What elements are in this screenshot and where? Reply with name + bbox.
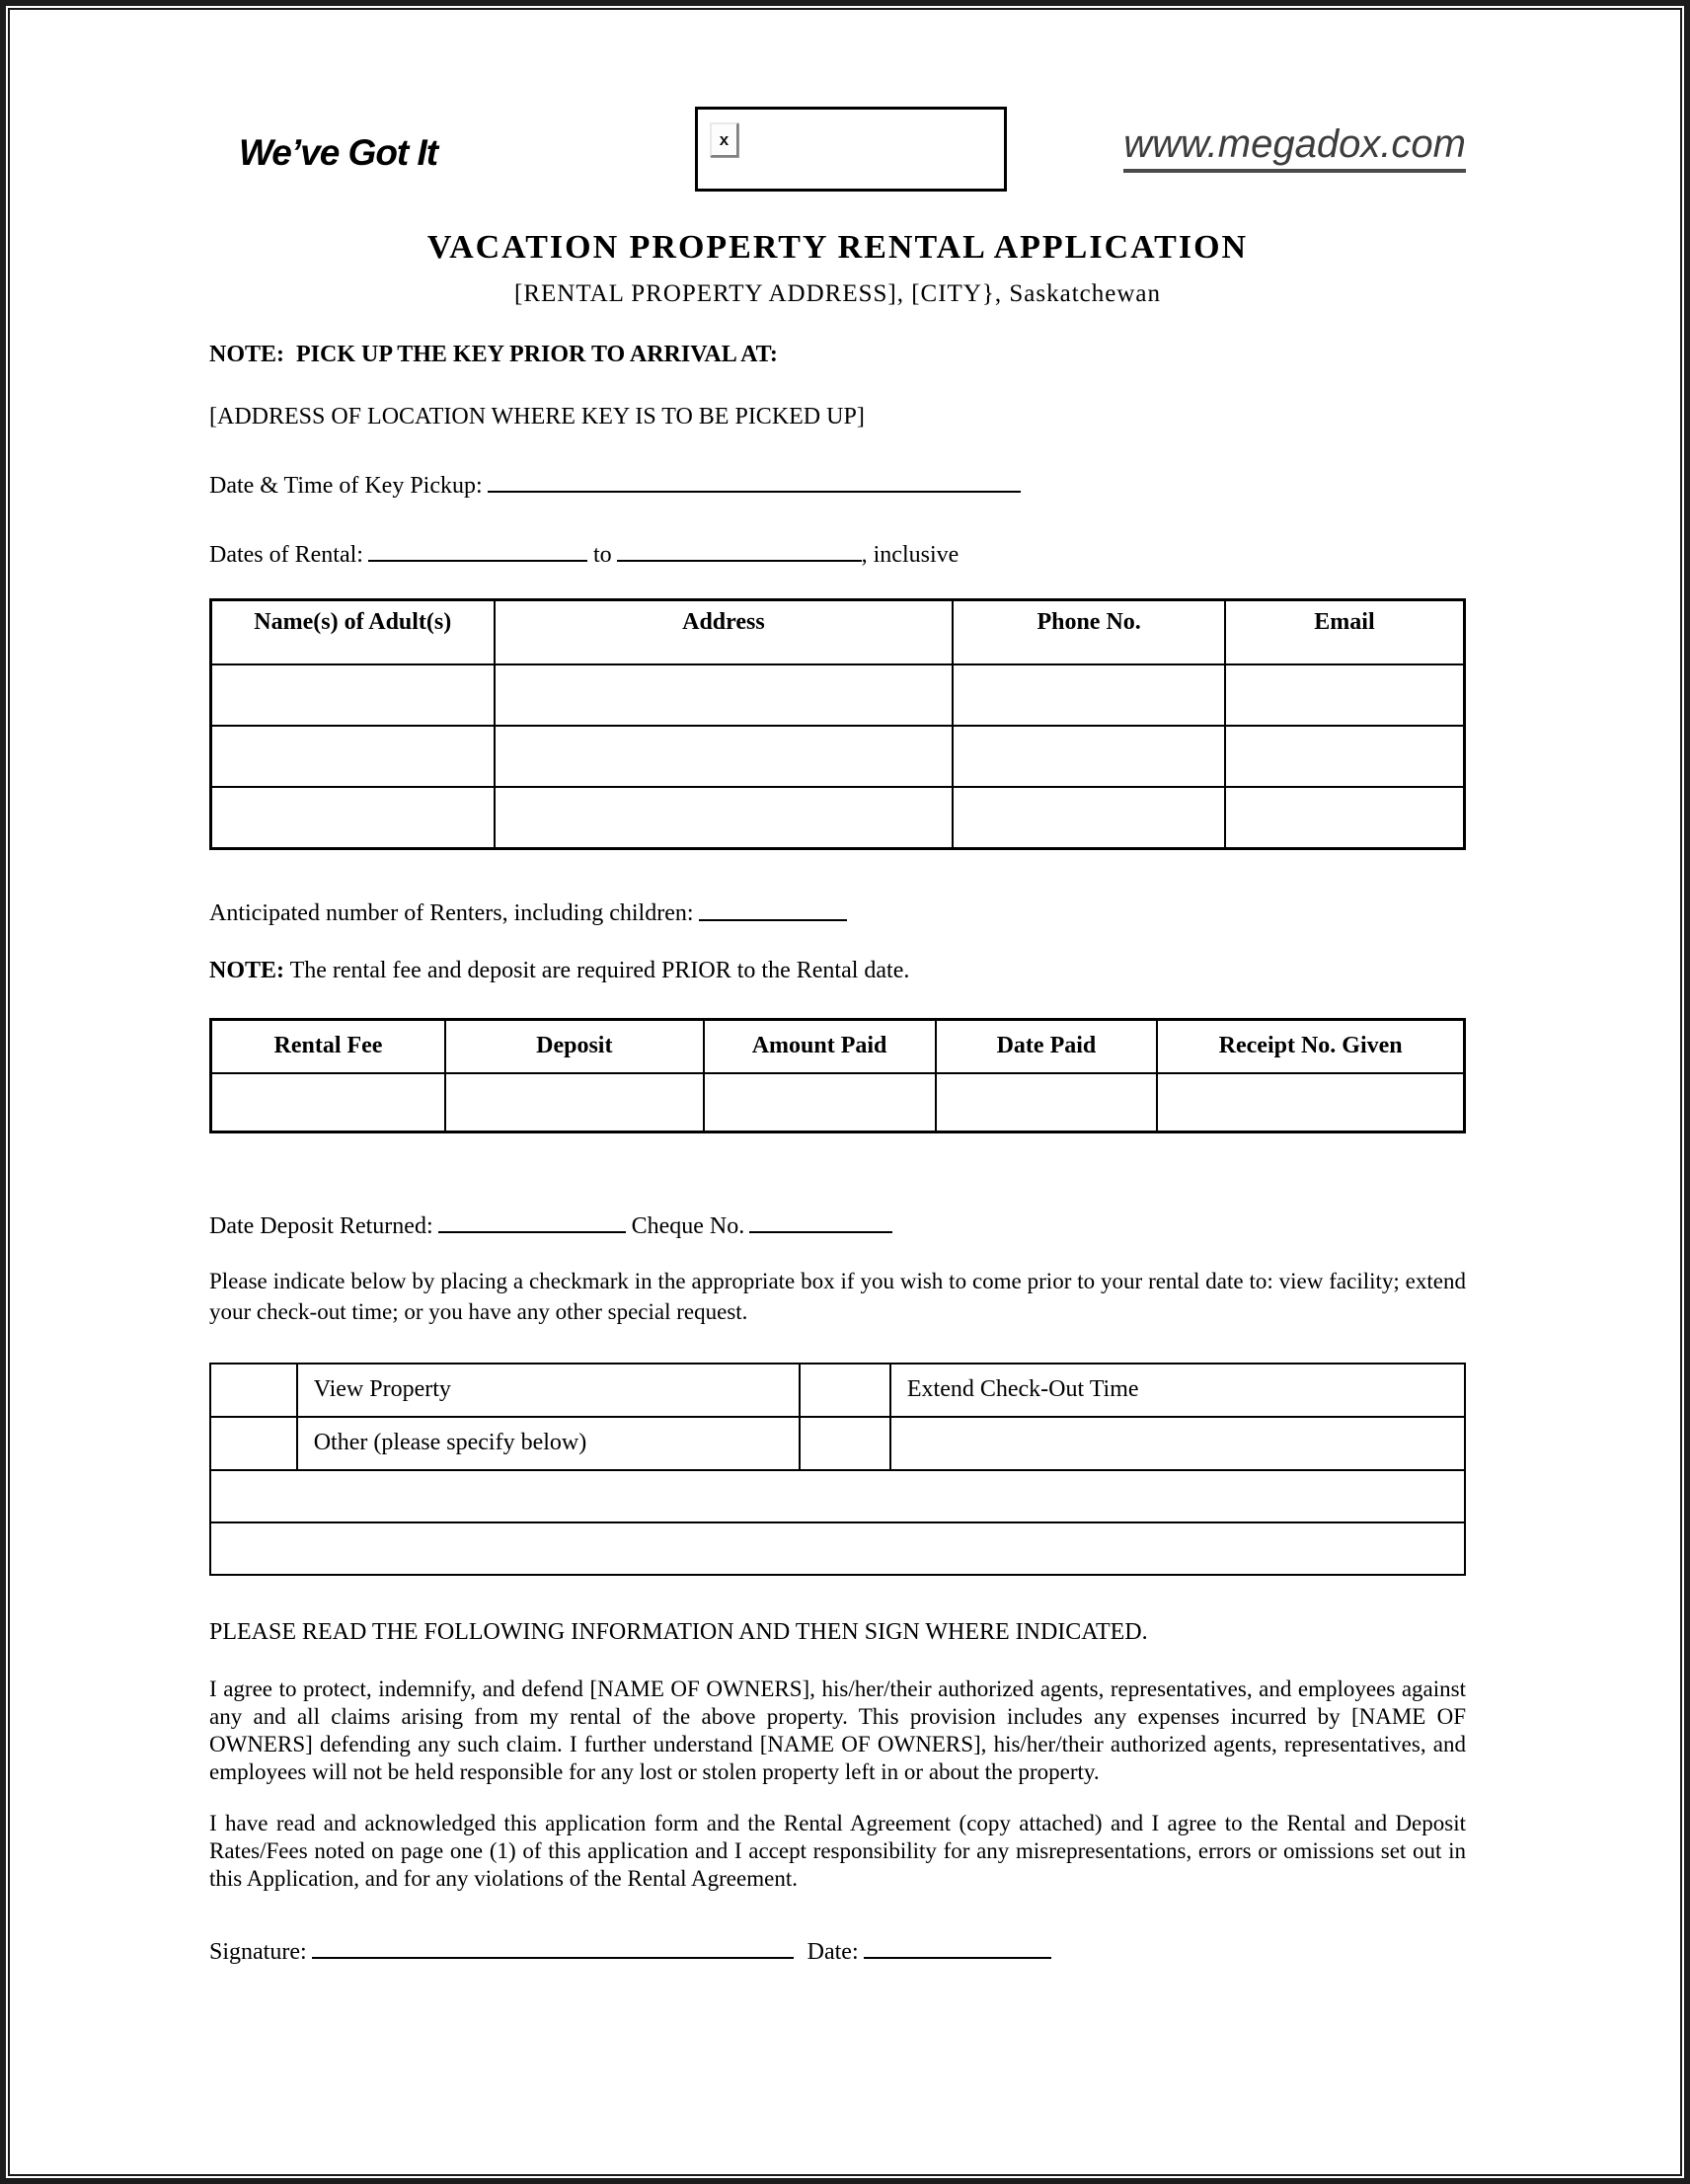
key-pickup-field bbox=[209, 466, 1466, 500]
signature-field bbox=[209, 1932, 1466, 1966]
checkbox-cell-blank bbox=[800, 1417, 890, 1470]
adults-table-row bbox=[211, 787, 1465, 849]
deposit-return-label: Date Deposit Returned: bbox=[209, 1212, 433, 1239]
column-header-names: Name(s) of Adult(s) bbox=[211, 600, 495, 665]
page-content bbox=[209, 6, 1466, 1966]
adults-table-row bbox=[211, 664, 1465, 726]
deposit-return-blank bbox=[438, 1207, 626, 1233]
property-address-line: [RENTAL PROPERTY ADDRESS], [CITY}, Saskatchewan bbox=[514, 280, 1161, 307]
empty-cell bbox=[211, 664, 495, 726]
logo-image-box bbox=[695, 107, 1007, 192]
column-header-deposit: Deposit bbox=[445, 1019, 704, 1073]
adults-table bbox=[209, 598, 1466, 850]
column-header-receipt-no: Receipt No. Given bbox=[1157, 1019, 1464, 1073]
company-tagline: We’ve Got It bbox=[239, 132, 438, 173]
rental-dates-field bbox=[209, 535, 1466, 569]
empty-cell bbox=[495, 664, 954, 726]
signature-blank bbox=[312, 1932, 794, 1959]
fees-table-header-row bbox=[211, 1019, 1465, 1073]
cheque-no-blank bbox=[749, 1207, 892, 1233]
key-pickup-blank bbox=[488, 466, 1021, 493]
empty-cell bbox=[953, 787, 1225, 849]
acknowledgement-paragraph: I have read and acknowledged this application form and the Rental Agreement (copy attached) and I agree to the Rental and Deposit Rates/Fees noted on page one (1) of this application and I accept responsibility for any misrepresentations, errors or omissions set out in this Application, and for any violations of the Rental Agreement. bbox=[209, 1810, 1466, 1891]
empty-cell bbox=[1225, 787, 1465, 849]
empty-cell bbox=[211, 1073, 445, 1132]
empty-cell bbox=[445, 1073, 704, 1132]
specify-area-line-1 bbox=[210, 1470, 1465, 1522]
empty-cell bbox=[1157, 1073, 1464, 1132]
column-header-phone: Phone No. bbox=[953, 600, 1225, 665]
date-blank bbox=[864, 1932, 1051, 1959]
empty-cell bbox=[890, 1417, 1465, 1470]
read-sign-instruction: PLEASE READ THE FOLLOWING INFORMATION AND THEN SIGN WHERE INDICATED. bbox=[209, 1618, 1148, 1645]
column-header-rental-fee: Rental Fee bbox=[211, 1019, 445, 1073]
checkbox-cell-extend-checkout bbox=[800, 1364, 890, 1417]
option-view-property: View Property bbox=[297, 1364, 801, 1417]
signature-label: Signature: bbox=[209, 1938, 307, 1965]
header bbox=[209, 107, 1466, 194]
rental-dates-suffix: , inclusive bbox=[861, 542, 960, 569]
empty-cell bbox=[936, 1073, 1158, 1132]
key-pickup-note: NOTE: PICK UP THE KEY PRIOR TO ARRIVAL AT: bbox=[209, 342, 778, 367]
fees-table-row bbox=[211, 1073, 1465, 1132]
column-header-email: Email bbox=[1225, 600, 1465, 665]
column-header-amount-paid: Amount Paid bbox=[704, 1019, 936, 1073]
renters-blank bbox=[699, 894, 847, 920]
checkbox-cell-other bbox=[210, 1417, 297, 1470]
renters-label: Anticipated number of Renters, including children: bbox=[209, 900, 694, 927]
empty-cell bbox=[1225, 726, 1465, 787]
options-row-1 bbox=[210, 1364, 1465, 1417]
renters-field bbox=[209, 894, 1466, 927]
empty-cell bbox=[211, 787, 495, 849]
checkmark-instructions: Please indicate below by placing a checkmark in the appropriate box if you wish to come prior to your rental date to: view facility; extend your check-out time; or you have any other special request. bbox=[209, 1268, 1466, 1324]
fee-note-bold: NOTE: bbox=[209, 957, 285, 983]
options-row-2 bbox=[210, 1417, 1465, 1470]
rental-dates-label: Dates of Rental: bbox=[209, 542, 363, 569]
empty-cell bbox=[495, 787, 954, 849]
options-specify-row bbox=[210, 1522, 1465, 1575]
empty-cell bbox=[953, 726, 1225, 787]
rental-dates-connector: to bbox=[592, 542, 612, 569]
empty-cell bbox=[953, 664, 1225, 726]
website-link[interactable]: www.megadox.com bbox=[1123, 122, 1466, 173]
key-pickup-label: Date & Time of Key Pickup: bbox=[209, 473, 483, 500]
option-extend-checkout: Extend Check-Out Time bbox=[890, 1364, 1465, 1417]
key-pickup-address: [ADDRESS OF LOCATION WHERE KEY IS TO BE PICKED UP] bbox=[209, 404, 865, 429]
rental-dates-blank-end bbox=[617, 535, 862, 562]
broken-image-icon: x bbox=[710, 122, 738, 157]
specify-area-line-2 bbox=[210, 1522, 1465, 1575]
options-specify-row bbox=[210, 1470, 1465, 1522]
empty-cell bbox=[211, 726, 495, 787]
options-table bbox=[209, 1363, 1466, 1576]
fee-note-text: The rental fee and deposit are required PRIOR to the Rental date. bbox=[284, 957, 910, 983]
empty-cell bbox=[495, 726, 954, 787]
deposit-return-field bbox=[209, 1207, 1466, 1240]
page-title: VACATION PROPERTY RENTAL APPLICATION bbox=[426, 229, 1249, 266]
rental-dates-blank-start bbox=[368, 535, 587, 562]
empty-cell bbox=[1225, 664, 1465, 726]
checkbox-cell-view-property bbox=[210, 1364, 297, 1417]
cheque-no-label: Cheque No. bbox=[631, 1212, 745, 1239]
date-label: Date: bbox=[807, 1938, 859, 1965]
fee-note bbox=[209, 958, 1466, 984]
adults-table-header-row bbox=[211, 600, 1465, 665]
fees-table bbox=[209, 1018, 1466, 1133]
empty-cell bbox=[704, 1073, 936, 1132]
column-header-date-paid: Date Paid bbox=[936, 1019, 1158, 1073]
adults-table-row bbox=[211, 726, 1465, 787]
option-other: Other (please specify below) bbox=[297, 1417, 801, 1470]
column-header-address: Address bbox=[495, 600, 954, 665]
indemnity-paragraph: I agree to protect, indemnify, and defend [NAME OF OWNERS], his/her/their authorized agents, representatives, and employees against any and all claims arising from my rental of the above property. This provision includes any expenses incurred by [NAME OF OWNERS] defending any such claim. I further understand [NAME OF OWNERS], his/her/their authorized agents, representatives, and employees will not be held responsible for any lost or stolen property left in or about the property. bbox=[209, 1676, 1466, 1784]
